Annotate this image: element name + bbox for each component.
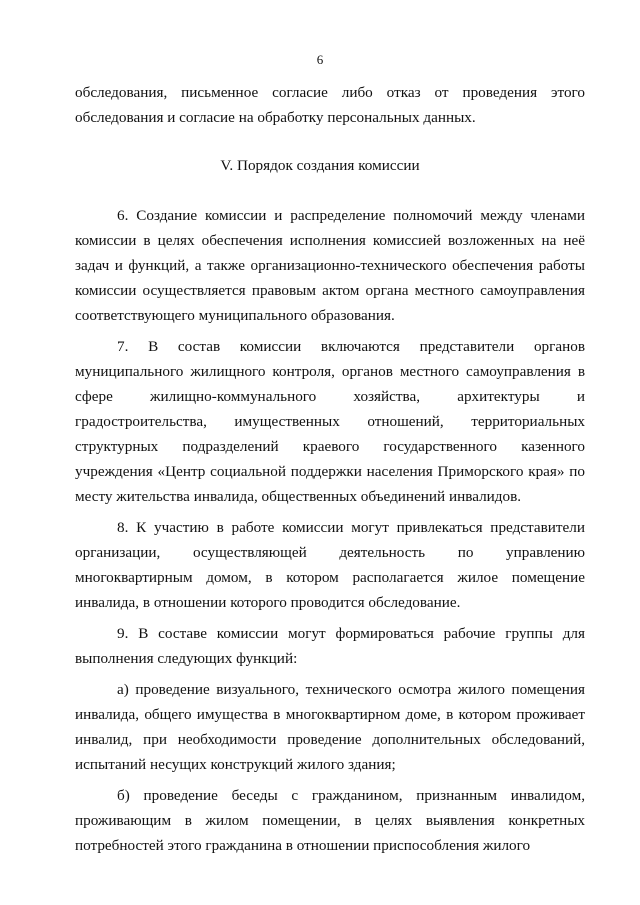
paragraph-7: 7. В состав комиссии включаются представители органов муниципального жилищного контроля, органов местного самоуправления в сфере жилищно-коммунального хозяйства, архитектуры и градостроительства, имущественных отношений, территориальных структурных подразделений краевого государственного казенного учреждения «Центр социальной поддержки населения Приморского края» по месту жительства инвалида, общественных объединений инвалидов. bbox=[75, 338, 585, 505]
paragraph-9b: б) проведение беседы с гражданином, признанным инвалидом, проживающим в жилом помещении, в целях выявления конкретных потребностей этого гражданина в отношении приспособления жилого bbox=[75, 787, 585, 854]
page-number: 6 bbox=[316, 52, 324, 67]
section-heading: V. Порядок создания комиссии bbox=[220, 157, 420, 174]
section-body bbox=[75, 203, 585, 858]
continuation-block bbox=[75, 80, 585, 130]
continuation-paragraph: обследования, письменное согласие либо отказ от проведения этого обследования и согласие на обработку персональных данных. bbox=[75, 84, 585, 126]
paragraph-9a: а) проведение визуального, технического осмотра жилого помещения инвалида, общего имущества в многоквартирном доме, в котором проживает инвалид, при необходимости проведение дополнительных обследований, испытаний несущих конструкций жилого здания; bbox=[75, 681, 585, 773]
paragraph-8: 8. К участию в работе комиссии могут привлекаться представители организации, осуществляющей деятельность по управлению многоквартирным домом, в котором располагается жилое помещение инвалида, в отношении которого проводится обследование. bbox=[75, 519, 585, 611]
paragraph-6: 6. Создание комиссии и распределение полномочий между членами комиссии в целях обеспечения исполнения комиссией возложенных на неё задач и функций, а также организационно-технического обеспечения работы комиссии осуществляется правовым актом органа местного самоуправления соответствующего муниципального образования. bbox=[75, 207, 585, 324]
paragraph-9: 9. В составе комиссии могут формироваться рабочие группы для выполнения следующих функций: bbox=[75, 625, 585, 667]
